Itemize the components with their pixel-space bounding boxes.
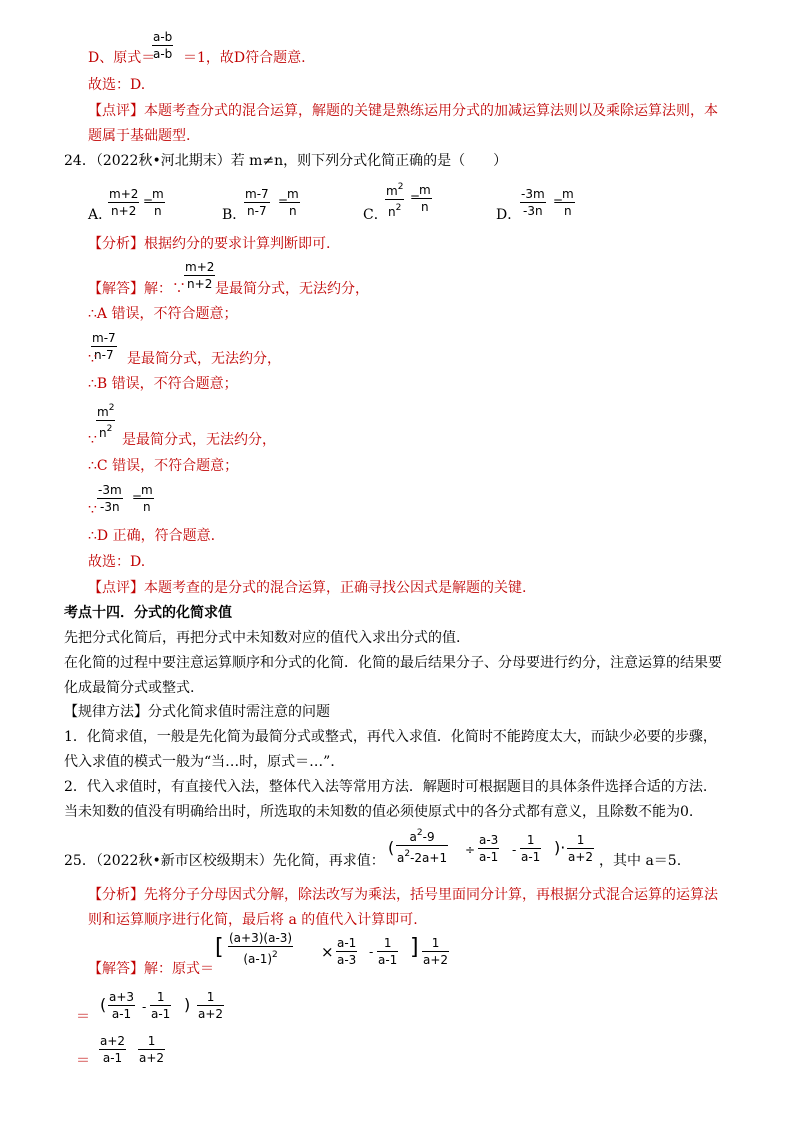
frac-num: 1 [147, 1034, 156, 1048]
a-wrong: ∴A 错误，不符合题意； [88, 306, 238, 322]
answer-a-tail: 是最简分式，无法约分， [215, 281, 369, 297]
analysis-text: 根据约分的要求计算判断即可. [144, 236, 331, 252]
b-wrong: ∴B 错误，不符合题意； [88, 376, 238, 392]
review-tag: 【点评】 [88, 580, 144, 596]
q24-option-a-result [151, 187, 165, 218]
frac-den: a+2 [198, 1007, 224, 1021]
q24-option-c-result [418, 183, 432, 214]
frac-num: 1 [576, 833, 585, 847]
frac-num: 1 [383, 936, 392, 950]
q24-option-c-letter: C． [363, 207, 388, 223]
frac-den: n [418, 198, 432, 214]
paren-open: ( [388, 838, 395, 857]
frac-den: a-1 [99, 1049, 126, 1065]
frac-den: $n^2$ [96, 420, 115, 440]
frac-den: -3n [520, 202, 546, 218]
review-1 [88, 102, 718, 120]
q24-stem: 24．（2022秋•河北期末）若 m≠n，则下列分式化简正确的是（ ） [64, 153, 508, 169]
section-p2: 在化简的过程中要注意运算顺序和分式的化简．化简的最后结果分子、分母要进行约分，注意运算的结果要 [64, 655, 722, 671]
sol2-frac-2 [150, 990, 171, 1021]
frac-den: a-1 [479, 850, 499, 864]
answer-c-frac [96, 401, 115, 440]
minus-sign: - [512, 843, 517, 857]
frac-den: a+2 [423, 953, 449, 967]
d-line-prefix: D、原式＝ [88, 50, 156, 66]
eq-sign: = [143, 194, 154, 208]
answer-tag: 【解答】 [88, 961, 144, 977]
section-p6: 代入求值的模式一般为“当…时，原式＝…”． [64, 754, 345, 770]
q25-analysis-1 [88, 886, 718, 904]
eq-sign: = [132, 490, 143, 504]
answer-tag: 【解答】 [88, 281, 144, 297]
q24-option-c-frac [385, 180, 404, 219]
review-1-line1: 本题考查分式的混合运算，解题的关键是熟练运用分式的加减运算法则以及乘除运算法则，本 [144, 103, 718, 119]
sol-eq-2: ＝ [76, 1009, 90, 1025]
frac-den: a-1 [108, 1005, 135, 1021]
frac-den: a-3 [337, 953, 357, 967]
paren-close: )· [554, 838, 566, 857]
q24-option-b-frac [244, 187, 270, 218]
times-sign: × [321, 943, 334, 961]
sol-frac-1 [228, 931, 293, 966]
frac-num: m [562, 187, 574, 201]
q24-analysis [88, 235, 330, 253]
frac-num: m [287, 187, 299, 201]
sol-eq-3: ＝ [76, 1053, 90, 1069]
eq-sign: = [553, 194, 564, 208]
section-p8: 当未知数的值没有明确给出时，所选取的未知数的值必须使原式中的各分式都有意义，且除数不能为0. [64, 804, 694, 820]
frac-num: a+2 [100, 1034, 126, 1048]
frac-num: a-3 [479, 833, 499, 847]
d-right: ∴D 正确，符合题意. [88, 528, 216, 544]
analysis-text: 先将分子分母因式分解，除法改写为乘法，括号里面同分计算，再根据分式混合运算的运算法 [144, 887, 718, 903]
paren-open: ( [100, 995, 107, 1014]
frac-den: n-7 [244, 202, 270, 218]
minus-sign: - [369, 945, 374, 959]
frac-den: n-7 [91, 346, 117, 362]
because-c: ∵ [88, 432, 97, 448]
q25-frac-3 [520, 833, 541, 864]
section-p3: 化成最简分式或整式. [64, 680, 195, 696]
frac-den: n [286, 202, 300, 218]
bracket-open: [ [215, 935, 224, 960]
q24-choose: 故选：D. [88, 554, 146, 570]
frac-num: 1 [431, 936, 440, 950]
frac-den: -3n [97, 498, 123, 514]
frac-num: -3m [98, 483, 122, 497]
sol-frac-3 [377, 936, 398, 967]
analysis-tag: 【分析】 [88, 887, 144, 903]
q25-stem-tail: ，其中 a＝5. [599, 853, 682, 869]
answer-d-frac [97, 483, 123, 514]
q25-frac-1 [396, 826, 448, 865]
choose-1: 故选：D. [88, 77, 146, 93]
q24-option-d-letter: D． [496, 207, 522, 223]
q24-option-d-frac [520, 187, 546, 218]
frac-num: m-7 [245, 187, 269, 201]
answer-d-result [140, 483, 154, 514]
frac-den: n+2 [108, 202, 139, 218]
frac-den: a+2 [139, 1051, 165, 1065]
d-line-suffix: ＝1，故D符合题意. [183, 50, 306, 66]
sol-frac-2 [336, 936, 357, 967]
frac-num: $a^2-9$ [409, 828, 435, 844]
frac-num: 1 [206, 990, 215, 1004]
frac-num: 1 [526, 833, 535, 847]
frac-den: n+2 [184, 275, 215, 291]
q24-option-a-letter: A． [88, 207, 113, 223]
answer-lead: 解：原式＝ [144, 961, 214, 977]
paren-close: ) [184, 995, 191, 1014]
frac-num: (a+3)(a-3) [229, 931, 293, 945]
q25-frac-4 [567, 833, 594, 864]
because-d: ∵ [88, 502, 97, 518]
c-wrong: ∴C 错误，不符合题意； [88, 458, 239, 474]
sol3-frac-2 [138, 1034, 165, 1065]
q24-review [88, 579, 526, 597]
frac-num: $m^2$ [386, 182, 404, 198]
q24-option-d-result [561, 187, 575, 218]
frac-den: a-1 [521, 850, 541, 864]
minus-sign: - [142, 1000, 147, 1014]
q24-option-a-frac [108, 187, 139, 218]
section-p4: 【规律方法】分式化简求值时需注意的问题 [64, 704, 330, 720]
because-b: ∵ [88, 351, 97, 367]
q25-frac-2 [478, 833, 499, 864]
bracket-close: ] [410, 935, 419, 960]
answer-lead: 解：∵ [144, 281, 186, 297]
section-p1: 先把分式化简后，再把分式中未知数对应的值代入求出分式的值. [64, 630, 461, 646]
q24-answer-lead [88, 280, 186, 298]
d-fraction [152, 30, 173, 61]
frac-den: a+2 [568, 850, 594, 864]
frac-num: $m^2$ [97, 403, 115, 419]
review-1-line2: 题属于基础题型. [88, 128, 191, 144]
frac-den: n [561, 202, 575, 218]
sol3-frac-1 [99, 1034, 126, 1065]
answer-a-frac [184, 260, 215, 291]
frac-den: a-1 [151, 1007, 171, 1021]
frac-num: a-1 [337, 936, 357, 950]
eq-sign: = [410, 190, 421, 204]
section-p5: 1．化简求值，一般是先化简为最简分式或整式，再代入求值．化简时不能跨度太大，而缺少必要的步骤， [64, 729, 717, 745]
section-heading: 考点十四．分式的化简求值 [64, 605, 232, 621]
d-frac-den: a-b [153, 47, 173, 61]
frac-num: 1 [156, 990, 165, 1004]
q25-analysis-2: 则和运算顺序进行化简，最后将 a 的值代入计算即可. [88, 912, 418, 928]
answer-c-tail: 是最简分式，无法约分， [122, 432, 276, 448]
frac-num: -3m [521, 187, 545, 201]
frac-num: m [419, 183, 431, 197]
frac-den: $a^2-2a+1$ [396, 845, 448, 865]
d-line [88, 49, 155, 67]
review-1-tag: 【点评】 [88, 103, 144, 119]
frac-den: n [151, 202, 165, 218]
frac-den: $(a-1)^2$ [228, 946, 293, 966]
review-text: 本题考查的是分式的混合运算，正确寻找公因式是解题的关键. [144, 580, 527, 596]
eq-sign: = [278, 194, 289, 208]
sol-frac-4 [422, 936, 449, 967]
frac-num: m [141, 483, 153, 497]
frac-den: n [140, 498, 154, 514]
frac-num: m [152, 187, 164, 201]
frac-den: a-1 [378, 953, 398, 967]
q25-stem: 25．（2022秋•新市区校级期末）先化简，再求值： [64, 853, 385, 869]
section-p7: 2．代入求值时，有直接代入法，整体代入法等常用方法．解题时可根据题目的具体条件选择合适的方法. [64, 779, 708, 795]
frac-den: $n^2$ [385, 199, 404, 219]
sol2-frac-3 [197, 990, 224, 1021]
frac-num: m+2 [185, 260, 215, 274]
q24-option-b-result [286, 187, 300, 218]
d-frac-num: a-b [153, 30, 173, 44]
q25-answer-lead [88, 960, 214, 978]
analysis-tag: 【分析】 [88, 236, 144, 252]
frac-num: m+2 [109, 187, 139, 201]
q24-option-b-letter: B． [222, 207, 247, 223]
sol2-frac-1 [108, 990, 135, 1021]
answer-b-tail: 是最简分式，无法约分， [127, 351, 281, 367]
divide-sign: ÷ [465, 843, 476, 857]
frac-num: a+3 [109, 990, 135, 1004]
frac-num: m-7 [92, 331, 116, 345]
